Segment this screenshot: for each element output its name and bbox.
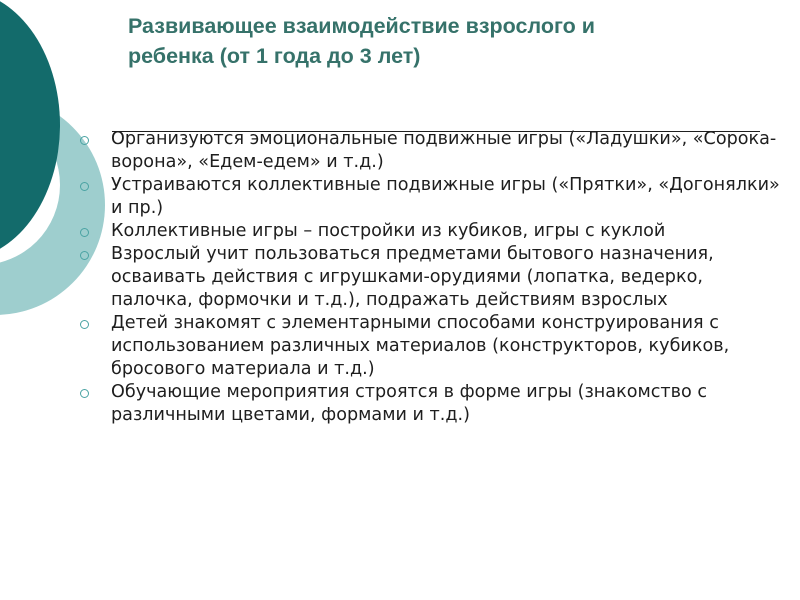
hollow-circle-bullet-icon xyxy=(80,389,89,398)
list-item xyxy=(80,174,780,220)
hollow-circle-bullet-icon xyxy=(80,182,89,191)
list-item xyxy=(80,381,780,427)
list-item xyxy=(80,128,780,174)
hollow-circle-bullet-icon xyxy=(80,251,89,260)
bullet-list xyxy=(80,128,780,427)
slide-title xyxy=(128,11,728,71)
hollow-circle-bullet-icon xyxy=(80,136,89,145)
list-item-text: Коллективные игры – постройки из кубиков, игры с куклой xyxy=(111,221,666,241)
slide-title-line-1: Развивающее взаимодействие взрослого и xyxy=(128,14,595,38)
list-item-text: Организуются эмоциональные подвижные игры («Ладушки», «Сорока-ворона», «Едем-едем» и т.д.) xyxy=(111,129,777,172)
slide-title-line-2: ребенка (от 1 года до 3 лет) xyxy=(128,44,421,68)
list-item xyxy=(80,243,780,312)
list-item-text: Детей знакомят с элементарными способами конструирования с использованием различных материалов (конструкторов, кубиков, бросового материала и т.д.) xyxy=(111,313,730,379)
list-item xyxy=(80,220,780,243)
list-item-text: Устраиваются коллективные подвижные игры («Прятки», «Догонялки» и пр.) xyxy=(111,175,780,218)
hollow-circle-bullet-icon xyxy=(80,320,89,329)
list-item xyxy=(80,312,780,381)
list-item-text: Обучающие мероприятия строятся в форме игры (знакомство с различными цветами, формами и т.д.) xyxy=(111,382,708,425)
hollow-circle-bullet-icon xyxy=(80,228,89,237)
list-item-text: Взрослый учит пользоваться предметами бытового назначения, осваивать действия с игрушками-орудиями (лопатка, ведерко, палочка, формочки и т.д.), подражать действиям взрослых xyxy=(111,244,714,310)
